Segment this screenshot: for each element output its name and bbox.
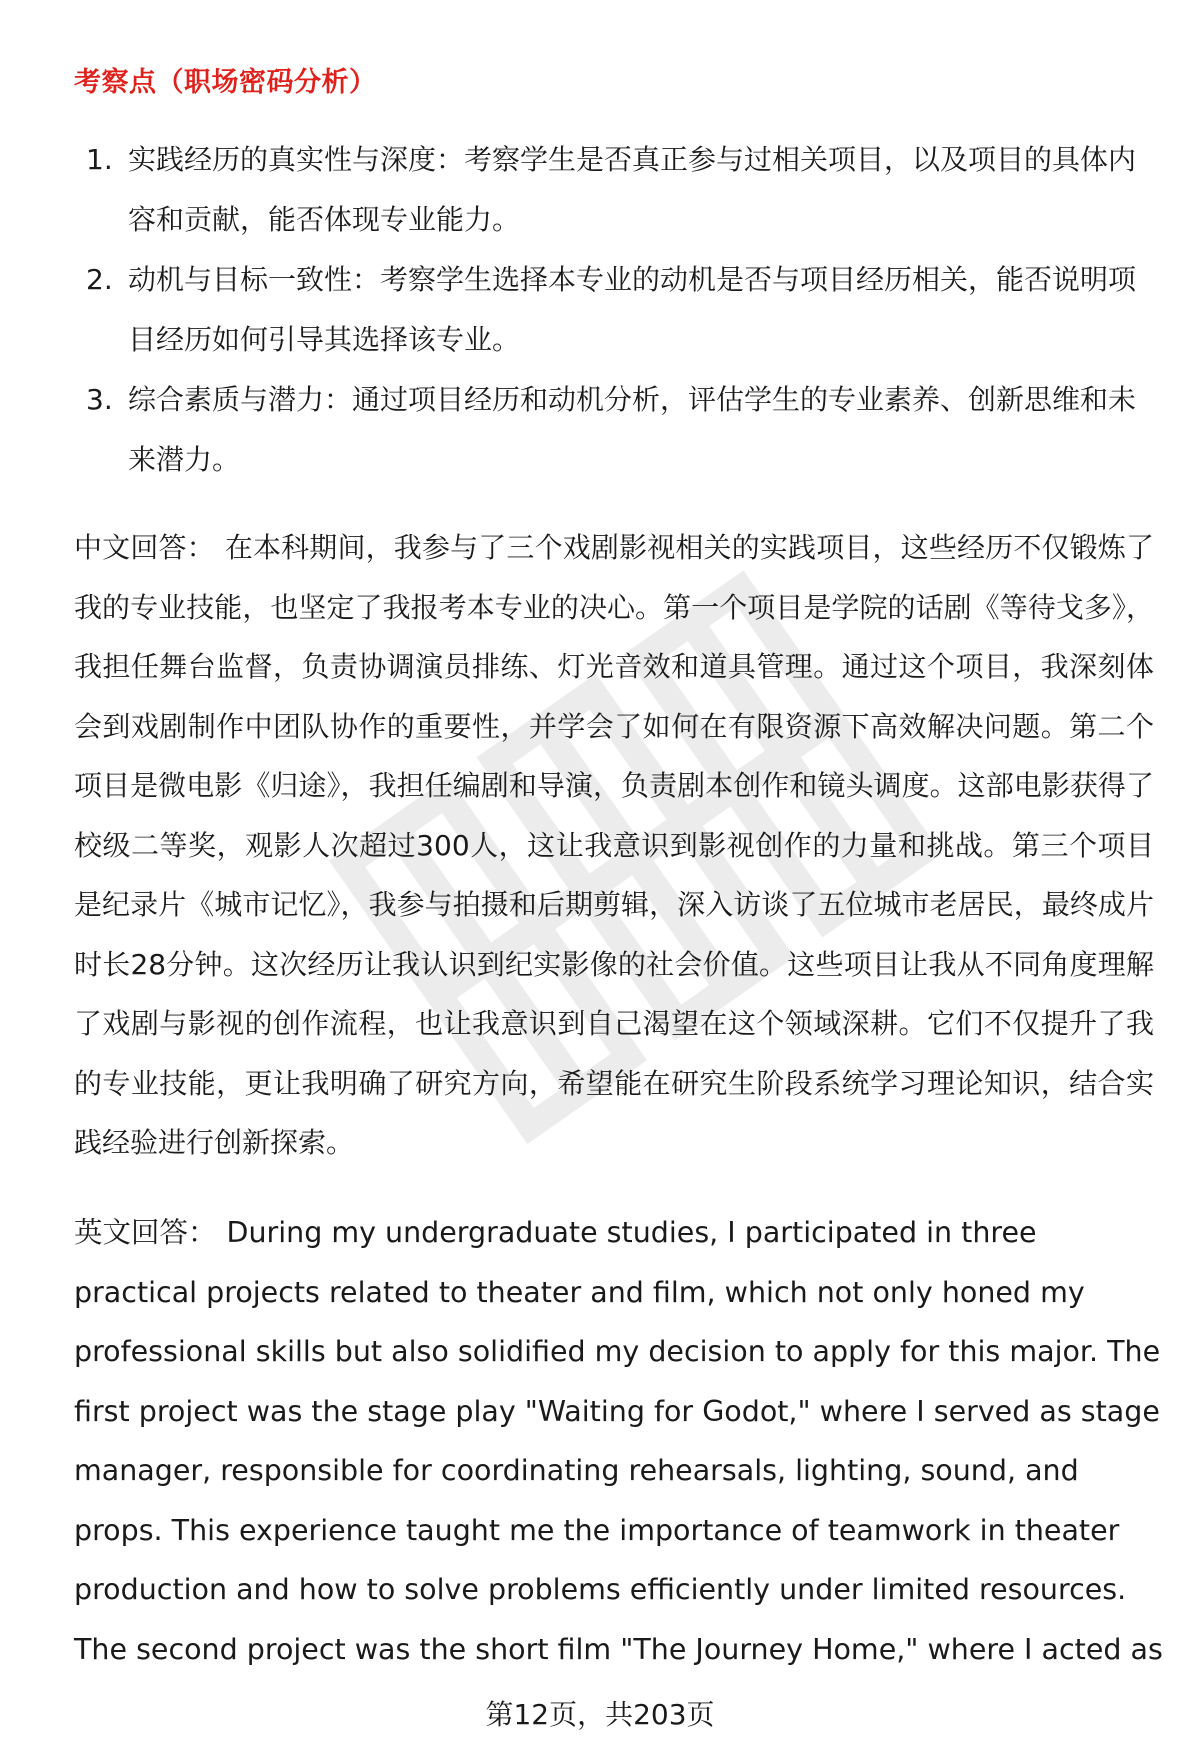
page-number-footer: 第12页，共203页 <box>485 1698 715 1731</box>
point-number: 2. <box>86 263 113 296</box>
chinese-answer-text: 在本科期间，我参与了三个戏剧影视相关的实践项目，这些经历不仅锻炼了我的专业技能，也坚定了我报考本专业的决心。第一个项目是学院的话剧《等待戈多》，我担任舞台监督，负责协调演员排练、灯光音效和道具管理。通过这个项目，我深刻体会到戏剧制作中团队协作的重要性，并学会了如何在有限资源下高效解决问题。第二个项目是微电影《归途》，我担任编剧和导演，负责剧本创作和镜头调度。这部电影获得了校级二等奖，观影人次超过300人，这让我意识到影视创作的力量和挑战。第三个项目是纪录片《城市记忆》，我参与拍摄和后期剪辑，深入访谈了五位城市老居民，最终成片时长28分钟。这次经历让我认识到纪实影像的社会价值。这些项目让我从不同角度理解了戏剧与影视的创作流程，也让我意识到自己渴望在这个领域深耕。它们不仅提升了我的专业技能，更让我明确了研究方向，希望能在研究生阶段系统学习理论知识，结合实践经验进行创新探索。 <box>74 531 1154 1159</box>
point-number: 3. <box>86 383 113 416</box>
assessment-point <box>86 130 1146 250</box>
section-heading: 考察点（职场密码分析） <box>74 67 377 98</box>
assessment-point <box>86 250 1146 370</box>
chinese-answer <box>74 518 1154 1173</box>
point-number: 1. <box>86 143 113 176</box>
assessment-points-list <box>86 130 1146 490</box>
assessment-point <box>86 370 1146 490</box>
point-text: 动机与目标一致性：考察学生选择本专业的动机是否与项目经历相关，能否说明项目经历如何引导其选择该专业。 <box>128 263 1137 356</box>
english-answer-label: 英文回答： <box>74 1216 217 1249</box>
english-answer <box>74 1203 1164 1679</box>
point-text: 综合素质与潜力：通过项目经历和动机分析，评估学生的专业素养、创新思维和未来潜力。 <box>128 383 1137 476</box>
chinese-answer-label: 中文回答： <box>74 531 215 564</box>
point-text: 实践经历的真实性与深度：考察学生是否真正参与过相关项目，以及项目的具体内容和贡献，能否体现专业能力。 <box>128 143 1137 236</box>
english-answer-text: During my undergraduate studies, I participated in three practical projects related to theater and film, which not only honed my professional skills but also solidified my decision to apply for this major. The first project was the stage play "Waiting for Godot," where I served as stage manager, responsible for coordinating rehearsals, lighting, sound, and props. This experience taught me the importance of teamwork in theater production and how to solve problems efficiently under limited resources. The second project was the short film "The Journey Home," where I acted as <box>74 1216 1163 1666</box>
